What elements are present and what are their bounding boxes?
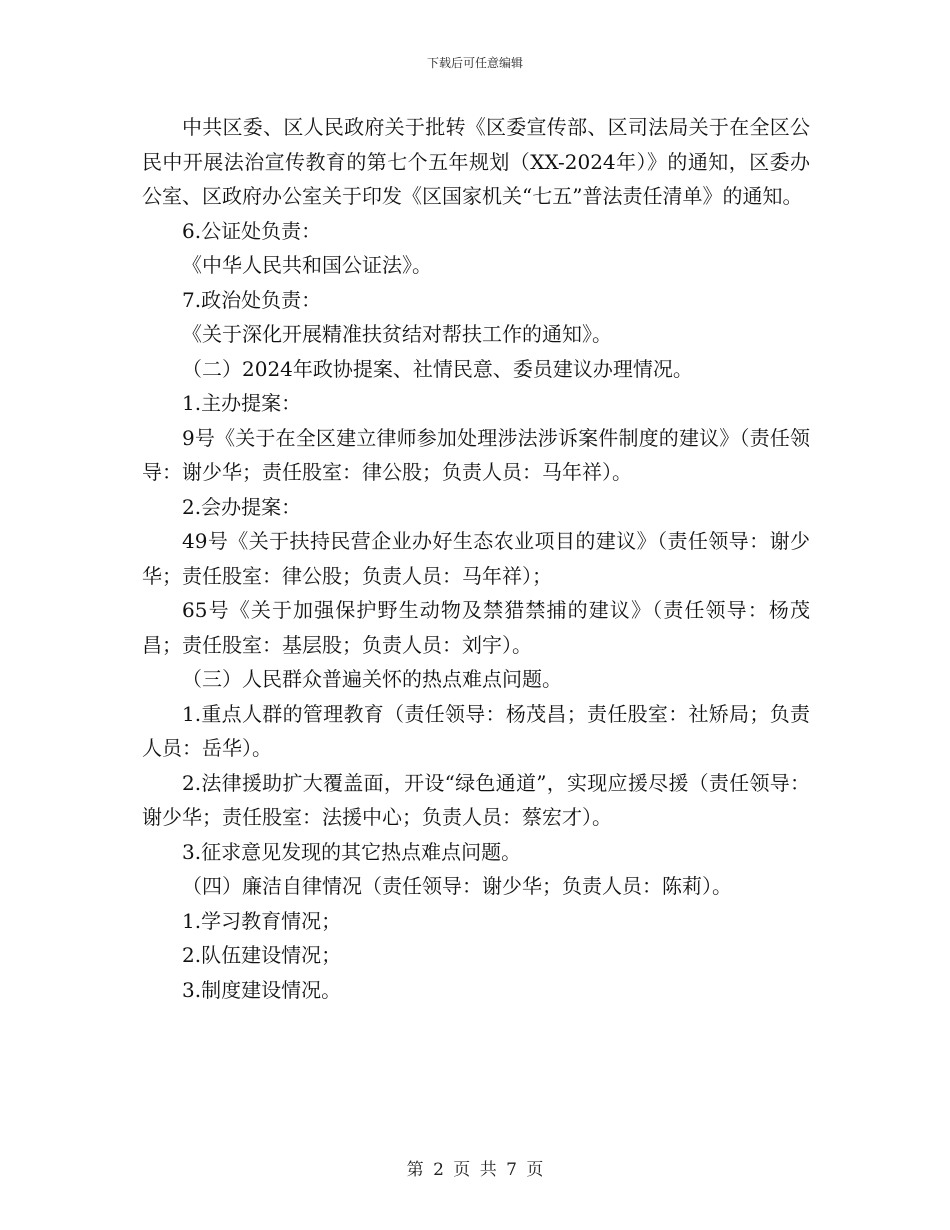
paragraph-hotspot-1: 1.重点人群的管理教育（责任领导：杨茂昌；责任股室：社矫局；负责人员：岳华）。 (142, 701, 810, 760)
paragraph-integrity-1: 1.学习教育情况； (182, 908, 342, 933)
section-heading-4: （四）廉洁自律情况（责任领导：谢少华；负责人员：陈莉）。 (182, 874, 732, 898)
paragraph-main-proposal: 1.主办提案： (182, 391, 302, 415)
paragraph-integrity-2: 2.队伍建设情况； (182, 943, 342, 967)
document-body (142, 110, 810, 1007)
paragraph-law-notary: 《中华人民共和国公证法》。 (182, 253, 432, 277)
paragraph-hotspot-3: 3.征求意见发现的其它热点难点问题。 (182, 839, 522, 864)
paragraph-hotspot-2: 2.法律援助扩大覆盖面，开设“绿色通道”，实现应援尽援（责任领导：谢少华；责任股室：法援中心；负责人员：蔡宏才）。 (142, 770, 810, 829)
paragraph-co-proposal: 2.会办提案： (182, 494, 302, 519)
section-heading-3: （三）人民群众普遍关怀的热点难点问题。 (182, 667, 562, 691)
paragraph-item-7: 7.政治处负责： (182, 287, 322, 312)
paragraph-notice: 中共区委、区人民政府关于批转《区委宣传部、区司法局关于在全区公民中开展法治宣传教育的第七个五年规划（XX-2024年）》的通知，区委办公室、区政府办公室关于印发《区国家机关“七五”普法责任清单》的通知。 (142, 115, 810, 208)
paragraph-proposal-49: 49号《关于扶持民营企业办好生态农业项目的建议》（责任领导：谢少华；责任股室：律公股；负责人员：马年祥）； (142, 529, 810, 588)
paragraph-integrity-3: 3.制度建设情况。 (182, 977, 342, 1002)
paragraph-proposal-9: 9号《关于在全区建立律师参加处理涉法涉诉案件制度的建议》（责任领导：谢少华；责任股室：律公股；负责人员：马年祥）。 (142, 425, 810, 484)
section-heading-2: （二）2024年政协提案、社情民意、委员建议办理情况。 (182, 356, 693, 381)
page-number: 第 2 页 共 7 页 (406, 1160, 544, 1180)
paragraph-proposal-65: 65号《关于加强保护野生动物及禁猎禁捕的建议》（责任领导：杨茂昌；责任股室：基层股；负责人员：刘宇）。 (142, 598, 810, 657)
paragraph-item-6: 6.公证处负责： (182, 218, 322, 243)
paragraph-poverty-notice: 《关于深化开展精准扶贫结对帮扶工作的通知》。 (182, 322, 612, 346)
page-header: 下载后可任意编辑 (426, 56, 523, 70)
